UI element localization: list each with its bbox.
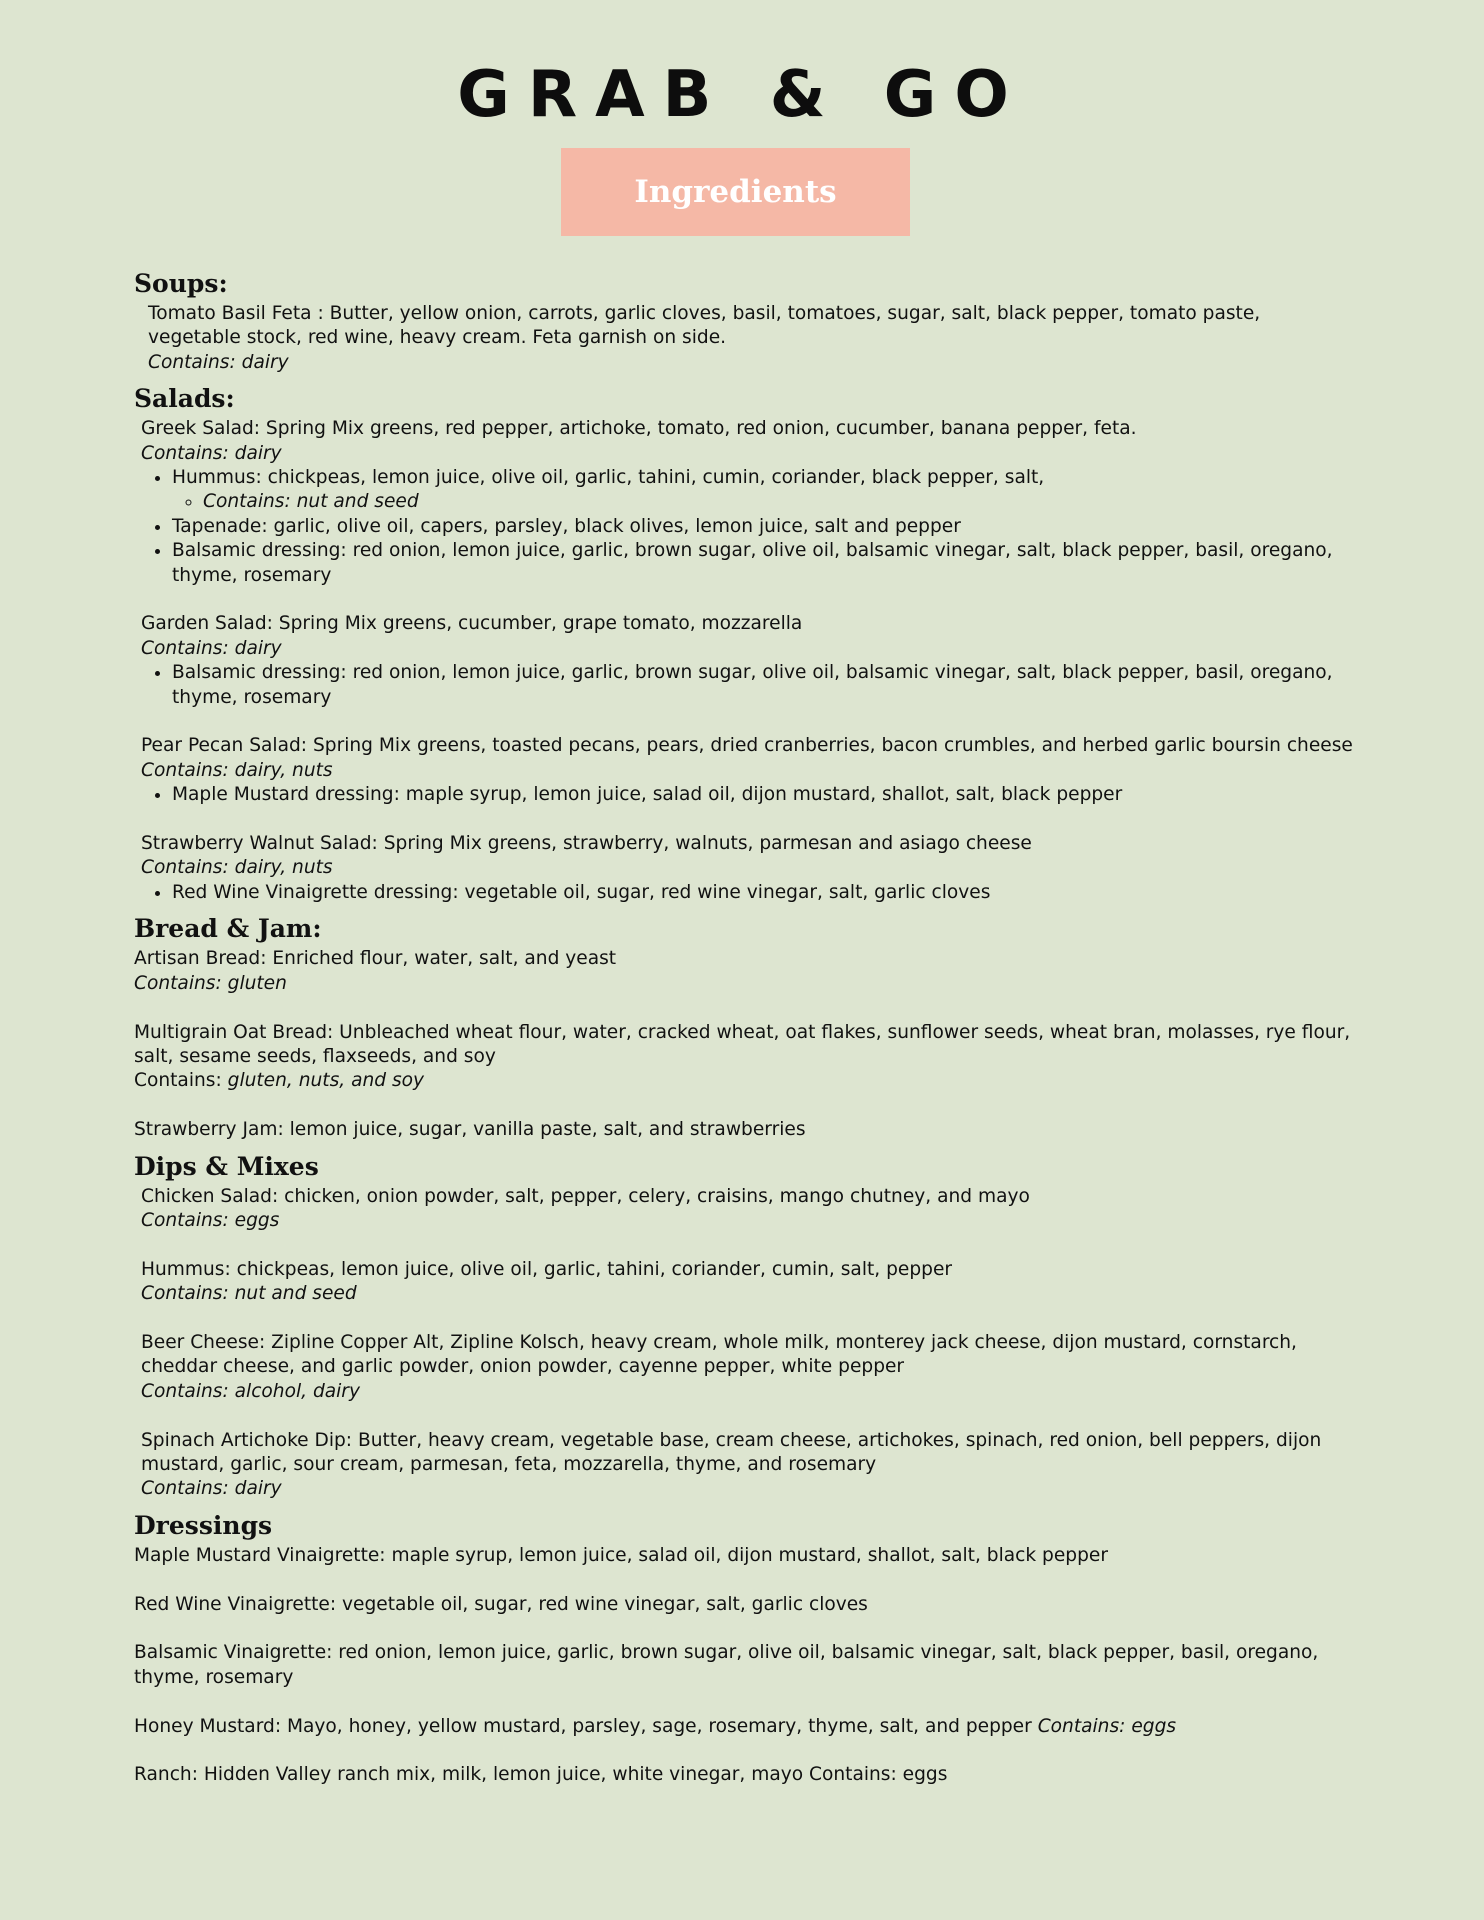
allergen-note: Contains: gluten (134, 972, 287, 994)
allergen-label: Contains: (134, 1070, 228, 1092)
item-text: Honey Mustard: Mayo, honey, yellow mustard, parsley, sage, rosemary, thyme, salt, and pepper (134, 1715, 1038, 1737)
salad-garden (134, 612, 1354, 710)
soup-item (134, 302, 1354, 375)
bread-jam (134, 1118, 1354, 1142)
salad-strawberry (134, 832, 1354, 905)
allergen-note: Contains: dairy, nuts (141, 759, 333, 781)
salad-greek (134, 417, 1354, 588)
section-title-salads: Salads: (134, 384, 235, 414)
allergen-note: Contains: nut and seed (141, 1283, 357, 1305)
sub-bullet-list (172, 490, 1354, 514)
bullet-list (141, 466, 1354, 588)
list-item: • Balsamic dressing: red onion, lemon juice, garlic, brown sugar, olive oil, balsamic vinegar, salt, black pepper, basil, oregano, thyme, rosemary (172, 661, 1354, 710)
bullet-list (141, 783, 1354, 807)
section-title-dressings: Dressings (134, 1510, 273, 1540)
list-item-text: Hummus: chickpeas, lemon juice, olive oil, garlic, tahini, cumin, coriander, black pepper, salt, (172, 467, 1045, 489)
dressing-honey-mustard (134, 1715, 1354, 1739)
dressing-balsamic: Balsamic Vinaigrette: red onion, lemon juice, garlic, brown sugar, olive oil, balsamic vinegar, salt, black pepper, basil, oregano, thyme, rosemary (134, 1642, 1319, 1688)
allergen-note: Contains: dairy (148, 351, 289, 373)
section-title-soups: Soups: (134, 269, 228, 298)
item-text: Tomato Basil Feta : Butter, yellow onion, carrots, garlic cloves, basil, tomatoes, sugar, salt, black pepper, tomato paste, vegetable stock, red wine, heavy cream. Feta garnish on side. (148, 303, 1261, 349)
list-item: • Tapenade: garlic, olive oil, capers, parsley, black olives, lemon juice, salt and pepper (172, 515, 1354, 539)
item-text: Multigrain Oat Bread: Unbleached wheat flour, water, cracked wheat, oat flakes, sunflower seeds, wheat bran, molasses, rye flour, salt, sesame seeds, flaxseeds, and soy (134, 1021, 1351, 1067)
item-text: Pear Pecan Salad: Spring Mix greens, toasted pecans, pears, dried cranberries, bacon crumbles, and herbed garlic boursin cheese (141, 735, 1353, 757)
item-text: Strawberry Walnut Salad: Spring Mix greens, strawberry, walnuts, parmesan and asiago cheese (141, 833, 1032, 855)
dip-chicken-salad (134, 1185, 1354, 1234)
allergen-note (134, 1069, 1354, 1093)
bread-artisan (134, 947, 1354, 996)
allergen-value: gluten, nuts, and soy (227, 1070, 425, 1092)
item-text: Strawberry Jam: lemon juice, sugar, vanilla paste, salt, and strawberries (134, 1119, 806, 1141)
item-text: Chicken Salad: chicken, onion powder, salt, pepper, celery, craisins, mango chutney, and mayo (141, 1185, 1030, 1207)
item-text: Greek Salad: Spring Mix greens, red pepper, artichoke, tomato, red onion, cucumber, banana pepper, feta. (141, 418, 1137, 440)
bullet-list (141, 881, 1354, 905)
dip-beer-cheese (134, 1331, 1354, 1404)
bullet-list (141, 661, 1354, 710)
salad-pear (134, 734, 1354, 807)
item-text: Hummus: chickpeas, lemon juice, olive oil, garlic, tahini, coriander, cumin, salt, pepper (141, 1258, 953, 1280)
bread-multigrain (134, 1021, 1354, 1094)
dip-spinach-artichoke (134, 1429, 1354, 1502)
list-item: • Red Wine Vinaigrette dressing: vegetable oil, sugar, red wine vinegar, salt, garlic cloves (172, 881, 1354, 905)
allergen-note: Contains: eggs (1037, 1715, 1177, 1737)
dip-hummus (134, 1258, 1354, 1307)
allergen-note: Contains: eggs (141, 1209, 280, 1231)
list-item: • Maple Mustard dressing: maple syrup, lemon juice, salad oil, dijon mustard, shallot, salt, black pepper (172, 783, 1354, 807)
list-item: ◦ Contains: nut and seed (203, 490, 1354, 514)
ingredients-badge: Ingredients (561, 148, 910, 236)
item-text: Beer Cheese: Zipline Copper Alt, Zipline Kolsch, heavy cream, whole milk, monterey jack cheese, dijon mustard, cornstarch, cheddar cheese, and garlic powder, onion powder, cayenne pepper, white pepper (141, 1331, 1297, 1378)
list-item: • Balsamic dressing: red onion, lemon juice, garlic, brown sugar, olive oil, balsamic vinegar, salt, black pepper, basil, oregano, thyme, rosemary (172, 539, 1354, 588)
item-text: Spinach Artichoke Dip: Butter, heavy cream, vegetable base, cream cheese, artichokes, spinach, red onion, bell peppers, dijon mustard, garlic, sour cream, parmesan, feta, mozzarella, thyme, and rosemary (141, 1429, 1322, 1475)
section-title-dips: Dips & Mixes (134, 1151, 319, 1181)
allergen-note: Contains: alcohol, dairy (141, 1380, 360, 1402)
allergen-note: Contains: dairy (141, 442, 282, 464)
item-text: Garden Salad: Spring Mix greens, cucumber, grape tomato, mozzarella (141, 613, 803, 635)
menu-content (134, 266, 1354, 1788)
allergen-note: Contains: dairy (141, 1478, 282, 1500)
allergen-note: Contains: dairy, nuts (141, 857, 333, 879)
page-title: GRAB & GO (457, 58, 1027, 132)
section-title-bread: Bread & Jam: (134, 914, 322, 944)
item-text: Artisan Bread: Enriched flour, water, salt, and yeast (134, 948, 617, 970)
allergen-note: Contains: dairy (141, 637, 282, 659)
dressing-maple-mustard: Maple Mustard Vinaigrette: maple syrup, lemon juice, salad oil, dijon mustard, shallot, salt, black pepper (134, 1544, 1108, 1566)
dressing-ranch: Ranch: Hidden Valley ranch mix, milk, lemon juice, white vinegar, mayo Contains: eggs (134, 1764, 948, 1786)
dressing-red-wine: Red Wine Vinaigrette: vegetable oil, sugar, red wine vinegar, salt, garlic cloves (134, 1593, 868, 1615)
list-item (172, 466, 1354, 515)
